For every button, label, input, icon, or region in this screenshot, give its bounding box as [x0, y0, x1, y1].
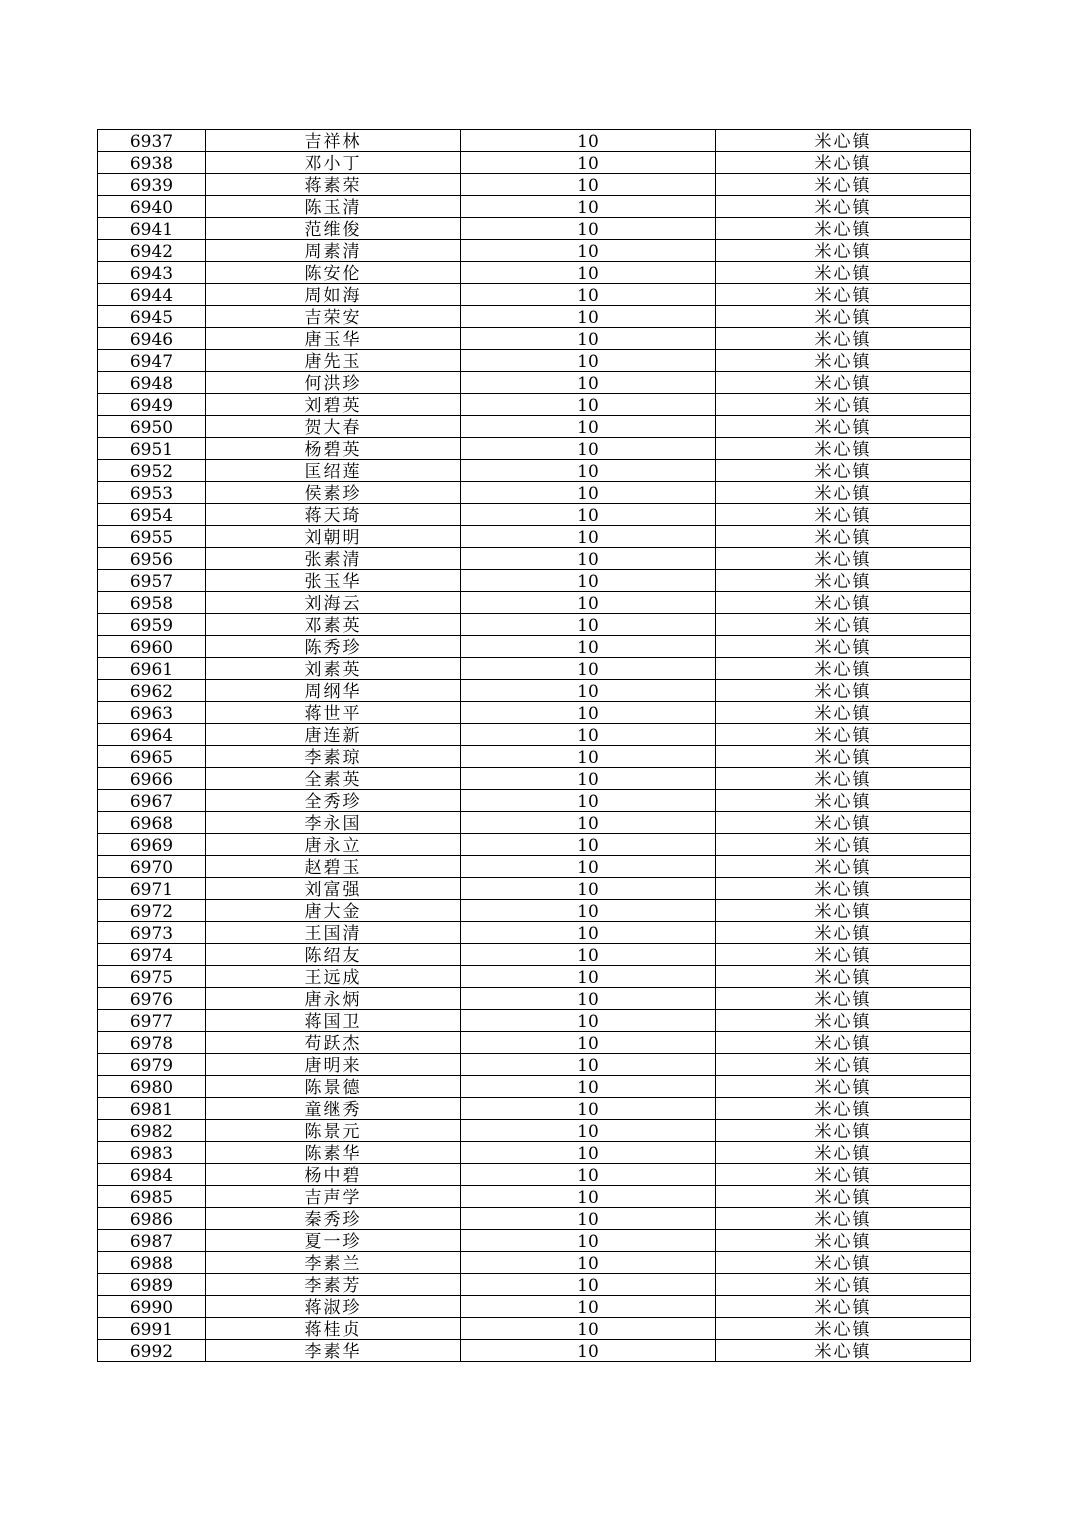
table-row	[98, 218, 971, 240]
serial-number-cell: 6990	[98, 1296, 206, 1318]
amount-cell: 10	[461, 1208, 716, 1230]
amount-cell: 10	[461, 526, 716, 548]
town-cell: 米心镇	[716, 746, 971, 768]
name-cell: 唐明来	[206, 1054, 461, 1076]
table-row	[98, 658, 971, 680]
name-cell: 周素清	[206, 240, 461, 262]
town-cell: 米心镇	[716, 372, 971, 394]
town-cell: 米心镇	[716, 174, 971, 196]
name-cell: 赵碧玉	[206, 856, 461, 878]
amount-cell: 10	[461, 1186, 716, 1208]
town-cell: 米心镇	[716, 284, 971, 306]
table-row	[98, 768, 971, 790]
amount-cell: 10	[461, 614, 716, 636]
town-cell: 米心镇	[716, 1098, 971, 1120]
table-row	[98, 1274, 971, 1296]
table-row	[98, 1186, 971, 1208]
name-cell: 周如海	[206, 284, 461, 306]
amount-cell: 10	[461, 1142, 716, 1164]
table-row	[98, 680, 971, 702]
serial-number-cell: 6975	[98, 966, 206, 988]
amount-cell: 10	[461, 1296, 716, 1318]
table-row	[98, 1208, 971, 1230]
town-cell: 米心镇	[716, 1318, 971, 1340]
town-cell: 米心镇	[716, 724, 971, 746]
town-cell: 米心镇	[716, 504, 971, 526]
serial-number-cell: 6954	[98, 504, 206, 526]
name-cell: 杨中碧	[206, 1164, 461, 1186]
serial-number-cell: 6966	[98, 768, 206, 790]
amount-cell: 10	[461, 504, 716, 526]
name-cell: 邓素英	[206, 614, 461, 636]
name-cell: 唐先玉	[206, 350, 461, 372]
amount-cell: 10	[461, 1010, 716, 1032]
name-cell: 陈安伦	[206, 262, 461, 284]
town-cell: 米心镇	[716, 394, 971, 416]
name-cell: 蒋淑珍	[206, 1296, 461, 1318]
table-row	[98, 174, 971, 196]
table-row	[98, 1098, 971, 1120]
table-row	[98, 1340, 971, 1362]
table-row	[98, 284, 971, 306]
serial-number-cell: 6965	[98, 746, 206, 768]
table-row	[98, 878, 971, 900]
roster-table	[97, 129, 971, 1362]
table-row	[98, 592, 971, 614]
name-cell: 李素兰	[206, 1252, 461, 1274]
amount-cell: 10	[461, 1120, 716, 1142]
name-cell: 周纲华	[206, 680, 461, 702]
table-row	[98, 350, 971, 372]
amount-cell: 10	[461, 680, 716, 702]
name-cell: 杨碧英	[206, 438, 461, 460]
name-cell: 蒋桂贞	[206, 1318, 461, 1340]
amount-cell: 10	[461, 240, 716, 262]
town-cell: 米心镇	[716, 1142, 971, 1164]
table-row	[98, 636, 971, 658]
serial-number-cell: 6955	[98, 526, 206, 548]
serial-number-cell: 6949	[98, 394, 206, 416]
town-cell: 米心镇	[716, 306, 971, 328]
serial-number-cell: 6991	[98, 1318, 206, 1340]
table-row	[98, 922, 971, 944]
name-cell: 唐玉华	[206, 328, 461, 350]
name-cell: 刘碧英	[206, 394, 461, 416]
name-cell: 蒋素荣	[206, 174, 461, 196]
serial-number-cell: 6983	[98, 1142, 206, 1164]
serial-number-cell: 6937	[98, 130, 206, 152]
table-row	[98, 438, 971, 460]
serial-number-cell: 6982	[98, 1120, 206, 1142]
amount-cell: 10	[461, 746, 716, 768]
amount-cell: 10	[461, 922, 716, 944]
serial-number-cell: 6956	[98, 548, 206, 570]
serial-number-cell: 6942	[98, 240, 206, 262]
town-cell: 米心镇	[716, 812, 971, 834]
table-row	[98, 966, 971, 988]
serial-number-cell: 6981	[98, 1098, 206, 1120]
amount-cell: 10	[461, 1098, 716, 1120]
serial-number-cell: 6967	[98, 790, 206, 812]
town-cell: 米心镇	[716, 680, 971, 702]
name-cell: 唐连新	[206, 724, 461, 746]
table-row	[98, 746, 971, 768]
table-row	[98, 812, 971, 834]
name-cell: 王国清	[206, 922, 461, 944]
table-row	[98, 1252, 971, 1274]
amount-cell: 10	[461, 1230, 716, 1252]
table-row	[98, 394, 971, 416]
table-row	[98, 548, 971, 570]
town-cell: 米心镇	[716, 460, 971, 482]
table-row	[98, 240, 971, 262]
amount-cell: 10	[461, 306, 716, 328]
serial-number-cell: 6939	[98, 174, 206, 196]
table-row	[98, 1076, 971, 1098]
town-cell: 米心镇	[716, 790, 971, 812]
town-cell: 米心镇	[716, 1230, 971, 1252]
name-cell: 何洪珍	[206, 372, 461, 394]
table-row	[98, 856, 971, 878]
serial-number-cell: 6948	[98, 372, 206, 394]
table-row	[98, 328, 971, 350]
name-cell: 刘富强	[206, 878, 461, 900]
table-row	[98, 790, 971, 812]
serial-number-cell: 6970	[98, 856, 206, 878]
town-cell: 米心镇	[716, 350, 971, 372]
amount-cell: 10	[461, 988, 716, 1010]
serial-number-cell: 6964	[98, 724, 206, 746]
amount-cell: 10	[461, 1054, 716, 1076]
serial-number-cell: 6957	[98, 570, 206, 592]
serial-number-cell: 6979	[98, 1054, 206, 1076]
amount-cell: 10	[461, 636, 716, 658]
name-cell: 唐永炳	[206, 988, 461, 1010]
amount-cell: 10	[461, 570, 716, 592]
serial-number-cell: 6985	[98, 1186, 206, 1208]
amount-cell: 10	[461, 592, 716, 614]
amount-cell: 10	[461, 174, 716, 196]
town-cell: 米心镇	[716, 922, 971, 944]
name-cell: 夏一珍	[206, 1230, 461, 1252]
town-cell: 米心镇	[716, 570, 971, 592]
name-cell: 苟跃杰	[206, 1032, 461, 1054]
name-cell: 蒋世平	[206, 702, 461, 724]
town-cell: 米心镇	[716, 900, 971, 922]
amount-cell: 10	[461, 1318, 716, 1340]
amount-cell: 10	[461, 878, 716, 900]
town-cell: 米心镇	[716, 1120, 971, 1142]
town-cell: 米心镇	[716, 966, 971, 988]
serial-number-cell: 6945	[98, 306, 206, 328]
town-cell: 米心镇	[716, 702, 971, 724]
serial-number-cell: 6968	[98, 812, 206, 834]
town-cell: 米心镇	[716, 1186, 971, 1208]
name-cell: 童继秀	[206, 1098, 461, 1120]
table-row	[98, 724, 971, 746]
town-cell: 米心镇	[716, 152, 971, 174]
table-row	[98, 460, 971, 482]
name-cell: 刘素英	[206, 658, 461, 680]
town-cell: 米心镇	[716, 878, 971, 900]
town-cell: 米心镇	[716, 240, 971, 262]
serial-number-cell: 6980	[98, 1076, 206, 1098]
town-cell: 米心镇	[716, 614, 971, 636]
amount-cell: 10	[461, 856, 716, 878]
town-cell: 米心镇	[716, 130, 971, 152]
amount-cell: 10	[461, 768, 716, 790]
serial-number-cell: 6938	[98, 152, 206, 174]
name-cell: 侯素珍	[206, 482, 461, 504]
name-cell: 吉声学	[206, 1186, 461, 1208]
amount-cell: 10	[461, 262, 716, 284]
amount-cell: 10	[461, 900, 716, 922]
amount-cell: 10	[461, 1252, 716, 1274]
serial-number-cell: 6969	[98, 834, 206, 856]
name-cell: 匡绍莲	[206, 460, 461, 482]
amount-cell: 10	[461, 702, 716, 724]
town-cell: 米心镇	[716, 592, 971, 614]
table-row	[98, 1054, 971, 1076]
serial-number-cell: 6977	[98, 1010, 206, 1032]
name-cell: 陈绍友	[206, 944, 461, 966]
town-cell: 米心镇	[716, 1340, 971, 1362]
serial-number-cell: 6952	[98, 460, 206, 482]
serial-number-cell: 6987	[98, 1230, 206, 1252]
amount-cell: 10	[461, 944, 716, 966]
amount-cell: 10	[461, 350, 716, 372]
town-cell: 米心镇	[716, 1054, 971, 1076]
name-cell: 蒋国卫	[206, 1010, 461, 1032]
table-row	[98, 614, 971, 636]
name-cell: 全素英	[206, 768, 461, 790]
name-cell: 范维俊	[206, 218, 461, 240]
town-cell: 米心镇	[716, 1274, 971, 1296]
amount-cell: 10	[461, 284, 716, 306]
serial-number-cell: 6962	[98, 680, 206, 702]
table-row	[98, 196, 971, 218]
serial-number-cell: 6951	[98, 438, 206, 460]
amount-cell: 10	[461, 416, 716, 438]
amount-cell: 10	[461, 1164, 716, 1186]
amount-cell: 10	[461, 658, 716, 680]
name-cell: 张玉华	[206, 570, 461, 592]
town-cell: 米心镇	[716, 1296, 971, 1318]
name-cell: 李永国	[206, 812, 461, 834]
name-cell: 唐永立	[206, 834, 461, 856]
town-cell: 米心镇	[716, 944, 971, 966]
amount-cell: 10	[461, 1032, 716, 1054]
table-row	[98, 504, 971, 526]
serial-number-cell: 6940	[98, 196, 206, 218]
name-cell: 李素琼	[206, 746, 461, 768]
serial-number-cell: 6944	[98, 284, 206, 306]
amount-cell: 10	[461, 394, 716, 416]
table-row	[98, 1142, 971, 1164]
amount-cell: 10	[461, 196, 716, 218]
amount-cell: 10	[461, 834, 716, 856]
table-row	[98, 262, 971, 284]
amount-cell: 10	[461, 724, 716, 746]
name-cell: 吉祥林	[206, 130, 461, 152]
amount-cell: 10	[461, 372, 716, 394]
table-row	[98, 944, 971, 966]
name-cell: 唐大金	[206, 900, 461, 922]
town-cell: 米心镇	[716, 834, 971, 856]
amount-cell: 10	[461, 966, 716, 988]
amount-cell: 10	[461, 438, 716, 460]
name-cell: 刘朝明	[206, 526, 461, 548]
serial-number-cell: 6978	[98, 1032, 206, 1054]
town-cell: 米心镇	[716, 768, 971, 790]
name-cell: 贺大春	[206, 416, 461, 438]
amount-cell: 10	[461, 1076, 716, 1098]
table-row	[98, 152, 971, 174]
amount-cell: 10	[461, 218, 716, 240]
name-cell: 陈景德	[206, 1076, 461, 1098]
serial-number-cell: 6989	[98, 1274, 206, 1296]
town-cell: 米心镇	[716, 856, 971, 878]
serial-number-cell: 6973	[98, 922, 206, 944]
serial-number-cell: 6984	[98, 1164, 206, 1186]
table-row	[98, 1164, 971, 1186]
table-row	[98, 1230, 971, 1252]
name-cell: 蒋天琦	[206, 504, 461, 526]
table-row	[98, 1120, 971, 1142]
town-cell: 米心镇	[716, 438, 971, 460]
name-cell: 吉荣安	[206, 306, 461, 328]
serial-number-cell: 6986	[98, 1208, 206, 1230]
amount-cell: 10	[461, 328, 716, 350]
town-cell: 米心镇	[716, 988, 971, 1010]
table-row	[98, 702, 971, 724]
amount-cell: 10	[461, 130, 716, 152]
amount-cell: 10	[461, 548, 716, 570]
name-cell: 王远成	[206, 966, 461, 988]
name-cell: 陈玉清	[206, 196, 461, 218]
serial-number-cell: 6950	[98, 416, 206, 438]
serial-number-cell: 6988	[98, 1252, 206, 1274]
table-row	[98, 130, 971, 152]
serial-number-cell: 6960	[98, 636, 206, 658]
amount-cell: 10	[461, 152, 716, 174]
town-cell: 米心镇	[716, 1164, 971, 1186]
serial-number-cell: 6941	[98, 218, 206, 240]
serial-number-cell: 6972	[98, 900, 206, 922]
town-cell: 米心镇	[716, 416, 971, 438]
serial-number-cell: 6946	[98, 328, 206, 350]
table-row	[98, 372, 971, 394]
table-row	[98, 900, 971, 922]
amount-cell: 10	[461, 460, 716, 482]
serial-number-cell: 6959	[98, 614, 206, 636]
table-row	[98, 482, 971, 504]
town-cell: 米心镇	[716, 548, 971, 570]
town-cell: 米心镇	[716, 658, 971, 680]
name-cell: 全秀珍	[206, 790, 461, 812]
name-cell: 邓小丁	[206, 152, 461, 174]
table-row	[98, 834, 971, 856]
serial-number-cell: 6971	[98, 878, 206, 900]
name-cell: 刘海云	[206, 592, 461, 614]
amount-cell: 10	[461, 482, 716, 504]
table-row	[98, 1032, 971, 1054]
name-cell: 陈素华	[206, 1142, 461, 1164]
town-cell: 米心镇	[716, 1076, 971, 1098]
name-cell: 李素芳	[206, 1274, 461, 1296]
name-cell: 陈景元	[206, 1120, 461, 1142]
town-cell: 米心镇	[716, 636, 971, 658]
serial-number-cell: 6961	[98, 658, 206, 680]
amount-cell: 10	[461, 1274, 716, 1296]
table-row	[98, 526, 971, 548]
name-cell: 李素华	[206, 1340, 461, 1362]
amount-cell: 10	[461, 1340, 716, 1362]
table-row	[98, 1318, 971, 1340]
serial-number-cell: 6943	[98, 262, 206, 284]
amount-cell: 10	[461, 790, 716, 812]
table-row	[98, 1010, 971, 1032]
serial-number-cell: 6992	[98, 1340, 206, 1362]
serial-number-cell: 6958	[98, 592, 206, 614]
table-row	[98, 1296, 971, 1318]
serial-number-cell: 6953	[98, 482, 206, 504]
amount-cell: 10	[461, 812, 716, 834]
town-cell: 米心镇	[716, 526, 971, 548]
serial-number-cell: 6976	[98, 988, 206, 1010]
town-cell: 米心镇	[716, 218, 971, 240]
town-cell: 米心镇	[716, 328, 971, 350]
town-cell: 米心镇	[716, 482, 971, 504]
roster-table-body	[98, 130, 971, 1362]
town-cell: 米心镇	[716, 1010, 971, 1032]
name-cell: 陈秀珍	[206, 636, 461, 658]
serial-number-cell: 6963	[98, 702, 206, 724]
town-cell: 米心镇	[716, 262, 971, 284]
town-cell: 米心镇	[716, 1252, 971, 1274]
name-cell: 张素清	[206, 548, 461, 570]
table-row	[98, 570, 971, 592]
table-row	[98, 416, 971, 438]
name-cell: 秦秀珍	[206, 1208, 461, 1230]
serial-number-cell: 6974	[98, 944, 206, 966]
table-row	[98, 306, 971, 328]
town-cell: 米心镇	[716, 1032, 971, 1054]
serial-number-cell: 6947	[98, 350, 206, 372]
town-cell: 米心镇	[716, 196, 971, 218]
town-cell: 米心镇	[716, 1208, 971, 1230]
table-row	[98, 988, 971, 1010]
